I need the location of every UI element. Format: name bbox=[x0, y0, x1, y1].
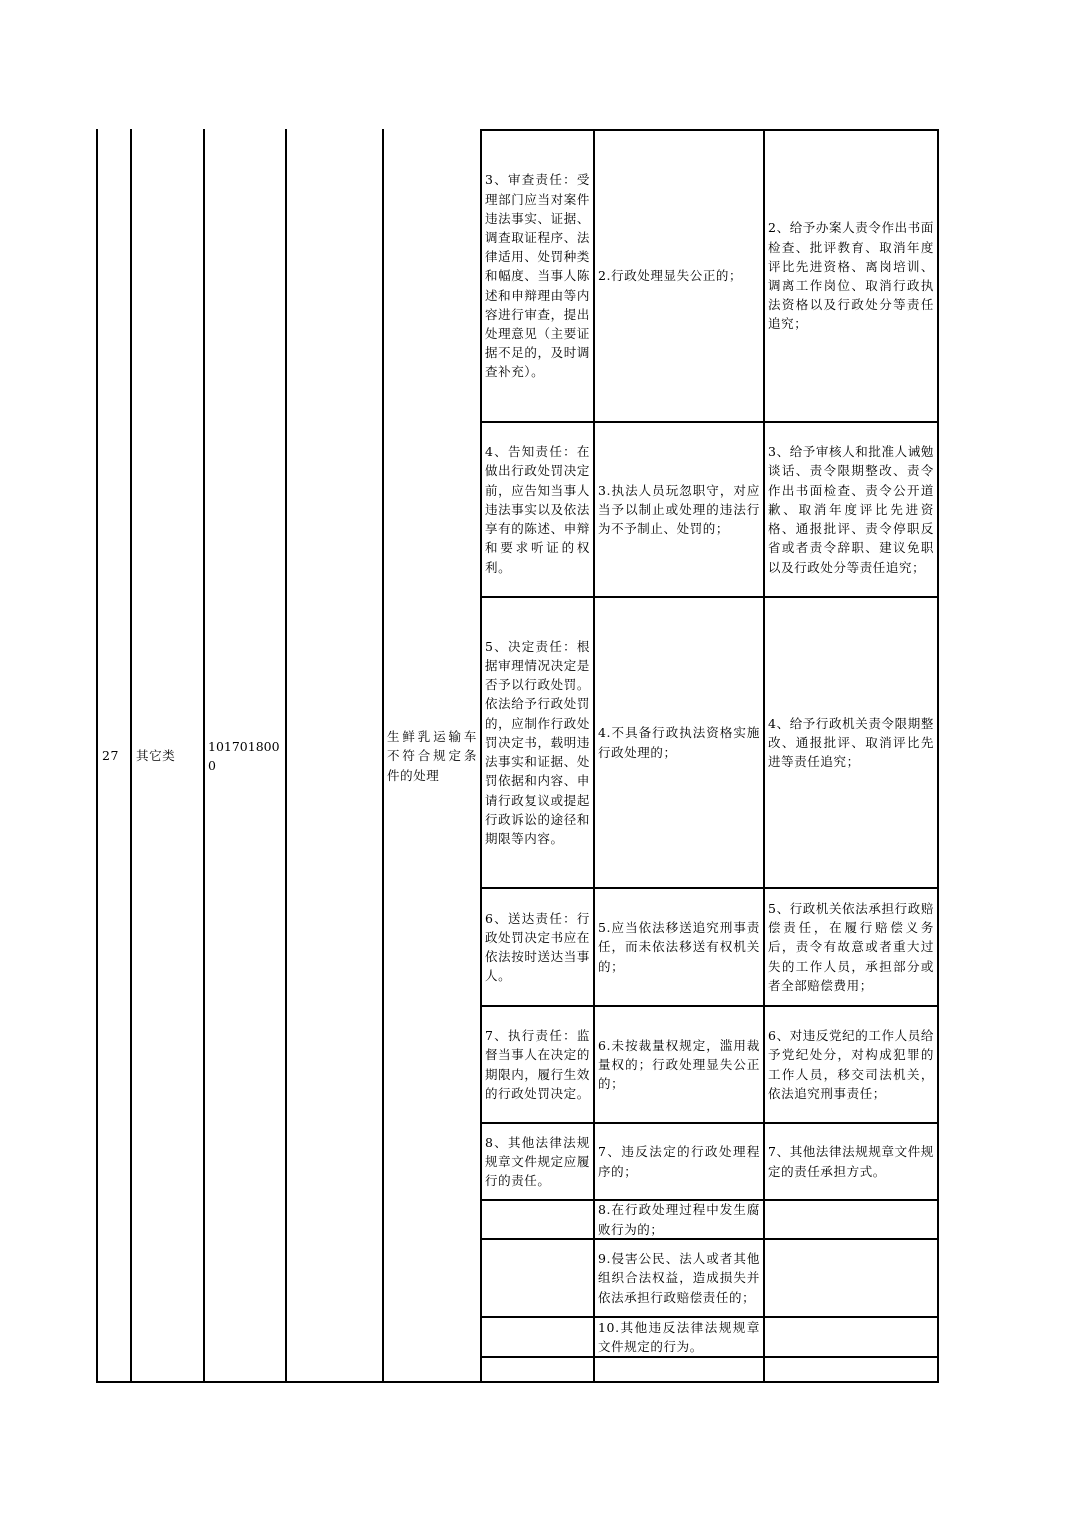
accountability-text: 9.侵害公民、法人或者其他组织合法权益，造成损失并依法承担行政赔偿责任的； bbox=[598, 1251, 760, 1305]
responsibility-cell bbox=[482, 889, 593, 1005]
liability-text: 2、给予办案人责令作出书面检查、批评教育、取消年度评比先进资格、离岗培训、调离工作岗位、取消行政执法资格以及行政处分等责任追究； bbox=[768, 220, 934, 332]
accountability-cell bbox=[595, 598, 763, 887]
responsibility-cell bbox=[482, 423, 593, 596]
liability-cell bbox=[765, 1007, 937, 1122]
category: 其它类 bbox=[136, 748, 176, 764]
responsibility-cell bbox=[482, 131, 593, 421]
responsibility-cell bbox=[482, 1007, 593, 1122]
responsibility-cell bbox=[482, 1201, 593, 1238]
code-cell bbox=[205, 131, 285, 1381]
liability-cell bbox=[765, 889, 937, 1005]
accountability-text: 10.其他违反法律法规规章文件规定的行为。 bbox=[598, 1319, 760, 1354]
accountability-text: 7、违反法定的行政处理程序的； bbox=[598, 1144, 760, 1179]
responsibility-cell bbox=[482, 1318, 593, 1356]
responsibility-text: 8、其他法律法规规章文件规定应履行的责任。 bbox=[485, 1134, 590, 1189]
row-index: 27 bbox=[102, 748, 120, 764]
accountability-text: 6.未按裁量权规定，滥用裁量权的；行政处理显失公正的； bbox=[598, 1037, 760, 1092]
liability-cell bbox=[765, 1318, 937, 1356]
responsibility-text: 7、执行责任：监督当事人在决定的期限内，履行生效的行政处罚决定。 bbox=[485, 1028, 590, 1101]
responsibility-cell bbox=[482, 1240, 593, 1316]
item-name-cell bbox=[384, 131, 480, 1381]
item-name: 生鲜乳运输车不符合规定条件的处理 bbox=[387, 729, 477, 783]
responsibility-cell bbox=[482, 598, 593, 887]
liability-text: 5、行政机关依法承担行政赔偿责任，在履行赔偿义务后，责令有故意或者重大过失的工作人员，承担部分或者全部赔偿费用； bbox=[768, 900, 934, 993]
liability-cell bbox=[765, 1201, 937, 1238]
responsibility-cell bbox=[482, 1358, 593, 1381]
col-line bbox=[937, 129, 939, 1383]
responsibility-text: 4、告知责任：在做出行政处罚决定前，应告知当事人违法事实以及依法享有的陈述、申辩和要求听证的权利。 bbox=[485, 444, 590, 575]
liability-cell bbox=[765, 1240, 937, 1316]
accountability-cell bbox=[595, 1358, 763, 1381]
liability-text: 6、对违反党纪的工作人员给予党纪处分，对构成犯罪的工作人员，移交司法机关，依法追究刑事责任； bbox=[768, 1028, 934, 1101]
responsibility-text: 5、决定责任：根据审理情况决定是否予以行政处罚。依法给予行政处罚的，应制作行政处罚决定书，载明违法事实和证据、处罚依据和内容、申请行政复议或提起行政诉讼的途径和期限等内容。 bbox=[485, 638, 590, 846]
liability-text: 4、给予行政机关责令限期整改、通报批评、取消评比先进等责任追究； bbox=[768, 715, 934, 770]
accountability-cell bbox=[595, 1007, 763, 1122]
liability-cell bbox=[765, 423, 937, 596]
liability-cell bbox=[765, 1358, 937, 1381]
liability-text: 7、其他法律法规规章文件规定的责任承担方式。 bbox=[768, 1144, 934, 1179]
responsibility-text: 3、审查责任：受理部门应当对案件违法事实、证据、调查取证程序、法律适用、处罚种类和幅度、当事人陈述和申辩理由等内容进行审查，提出处理意见（主要证据不足的，及时调查补充）。 bbox=[485, 172, 590, 380]
accountability-cell bbox=[595, 1318, 763, 1356]
accountability-text: 8.在行政处理过程中发生腐败行为的； bbox=[598, 1202, 760, 1237]
liability-text: 3、给予审核人和批准人诫勉谈话、责令限期整改、责令作出书面检查、责令公开道歉、取消年度评比先进资格、通报批评、责令停职反省或者责令辞职、建议免职以及行政处分等责任追究； bbox=[768, 444, 934, 575]
liability-cell bbox=[765, 598, 937, 887]
liability-cell bbox=[765, 1124, 937, 1199]
accountability-cell bbox=[595, 423, 763, 596]
liability-cell bbox=[765, 131, 937, 421]
row-index-cell bbox=[98, 131, 130, 1381]
blank-cell bbox=[287, 131, 382, 1381]
category-cell bbox=[132, 131, 203, 1381]
accountability-text: 3.执法人员玩忽职守，对应当予以制止或处理的违法行为不予制止、处罚的； bbox=[598, 482, 760, 537]
accountability-text: 4.不具备行政执法资格实施行政处理的； bbox=[598, 725, 760, 760]
accountability-text: 5.应当依法移送追究刑事责任，而未依法移送有权机关的； bbox=[598, 920, 760, 974]
responsibility-cell bbox=[482, 1124, 593, 1199]
accountability-cell bbox=[595, 131, 763, 421]
accountability-cell bbox=[595, 1124, 763, 1199]
item-code: 1017018000 bbox=[208, 738, 280, 773]
accountability-text: 2.行政处理显失公正的； bbox=[598, 268, 743, 284]
accountability-cell bbox=[595, 1201, 763, 1238]
accountability-cell bbox=[595, 1240, 763, 1316]
table-border-bottom bbox=[96, 1381, 939, 1383]
accountability-cell bbox=[595, 889, 763, 1005]
responsibility-text: 6、送达责任：行政处罚决定书应在依法按时送达当事人。 bbox=[485, 910, 590, 984]
